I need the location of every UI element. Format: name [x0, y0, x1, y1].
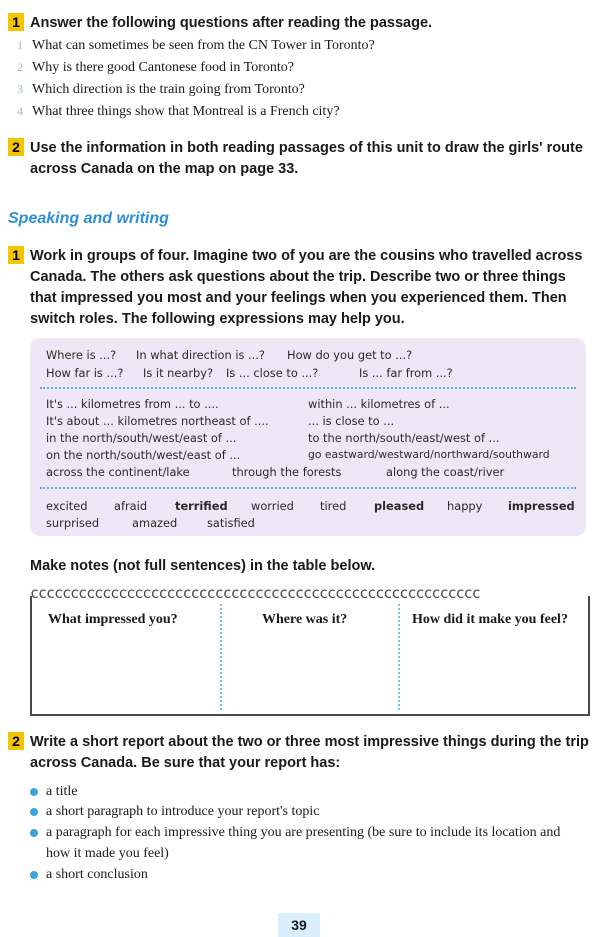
bullet-item: a paragraph for each impressive thing you are presenting (be sure to include its location and	[30, 825, 596, 841]
expression: How far is ...?	[46, 366, 124, 380]
table-header: How did it make you feel?	[412, 612, 568, 627]
expression: In what direction is ...?	[136, 348, 265, 362]
feeling-word: happy	[447, 499, 483, 513]
question-item: 2 Why is there good Cantonese food in Toronto?	[17, 60, 294, 75]
expression: go eastward/westward/northward/southward	[308, 448, 550, 461]
expression: to the north/south/east/west of ...	[308, 431, 500, 445]
expression: Is ... close to ...?	[226, 366, 319, 380]
task-number-badge: 1	[8, 246, 24, 264]
spiral-binding: cccccccccccccccccccccccccccccccccccccccccccccccccccccccc	[30, 584, 480, 602]
dotted-divider	[40, 487, 576, 489]
bullet-item: a short paragraph to introduce your report's topic	[30, 804, 320, 820]
expression: in the north/south/west/east of ...	[46, 431, 237, 445]
speaking-task1-line: switch roles. The following expressions may help you.	[30, 311, 405, 327]
expression: Is it nearby?	[143, 366, 214, 380]
feeling-word: impressed	[508, 499, 575, 513]
expression: through the forests	[232, 465, 342, 479]
table-header: What impressed you?	[48, 612, 178, 627]
expression: It's about ... kilometres northeast of ....	[46, 414, 269, 428]
question-item: 1 What can sometimes be seen from the CN Tower in Toronto?	[17, 38, 375, 53]
question-item: 3 Which direction is the train going from Toronto?	[17, 82, 305, 97]
feeling-word: terrified	[175, 499, 228, 513]
task-number-badge: 2	[8, 138, 24, 156]
expression: ... is close to ...	[308, 414, 395, 428]
bullet-item: a title	[30, 784, 78, 800]
feeling-word: surprised	[46, 516, 100, 530]
bullet-dot	[30, 829, 38, 837]
speaking-task2: 2 Write a short report about the two or three most impressive things during the trip	[8, 731, 589, 753]
expression: along the coast/river	[386, 465, 505, 479]
feeling-word: pleased	[374, 499, 425, 513]
section-title: Speaking and writing	[8, 210, 169, 227]
question-list	[8, 34, 375, 122]
speaking-task1-line: that impressed you most and your feelings when you experienced them. Then	[30, 290, 567, 306]
notes-instruction: Make notes (not full sentences) in the table below.	[30, 558, 376, 574]
feeling-word: amazed	[132, 516, 178, 530]
expression: How do you get to ...?	[287, 348, 413, 362]
dotted-divider	[40, 387, 576, 389]
feeling-word: tired	[320, 499, 347, 513]
expression: within ... kilometres of ...	[308, 397, 450, 411]
column-divider	[398, 604, 400, 710]
expression: across the continent/lake	[46, 465, 190, 479]
bullet-dot	[30, 788, 38, 796]
question-item: 4 What three things show that Montreal is a French city?	[17, 104, 340, 119]
page-number: 39	[278, 913, 320, 937]
expression: It's ... kilometres from ... to ....	[46, 397, 219, 411]
feeling-word: worried	[251, 499, 294, 513]
expression: Where is ...?	[46, 348, 117, 362]
task-number-badge: 1	[8, 13, 24, 31]
column-divider	[220, 604, 222, 710]
task2-heading: 2 Use the information in both reading passages of this unit to draw the girls' route	[8, 137, 583, 159]
feeling-word: satisfied	[207, 516, 255, 530]
feeling-word: afraid	[114, 499, 148, 513]
table-header: Where was it?	[262, 612, 348, 627]
task-number-badge: 2	[8, 732, 24, 750]
task1-heading	[8, 12, 432, 34]
bullet-item: a short conclusion	[30, 867, 148, 883]
task1-title: Answer the following questions after reading the passage.	[30, 15, 433, 31]
feeling-word: excited	[46, 499, 88, 513]
speaking-task1-line: Canada. The others ask questions about the trip. Describe two or three things	[30, 269, 566, 285]
bullet-dot	[30, 871, 38, 879]
task2-line2: across Canada on the map on page 33.	[30, 161, 299, 177]
expression: Is ... far from ...?	[359, 366, 453, 380]
bullet-continuation: how it made you feel)	[46, 846, 169, 861]
bullet-dot	[30, 808, 38, 816]
expression: on the north/south/west/east of ...	[46, 448, 241, 462]
speaking-task2-line: across Canada. Be sure that your report has:	[30, 755, 341, 771]
speaking-task1: 1 Work in groups of four. Imagine two of you are the cousins who travelled across	[8, 245, 582, 267]
